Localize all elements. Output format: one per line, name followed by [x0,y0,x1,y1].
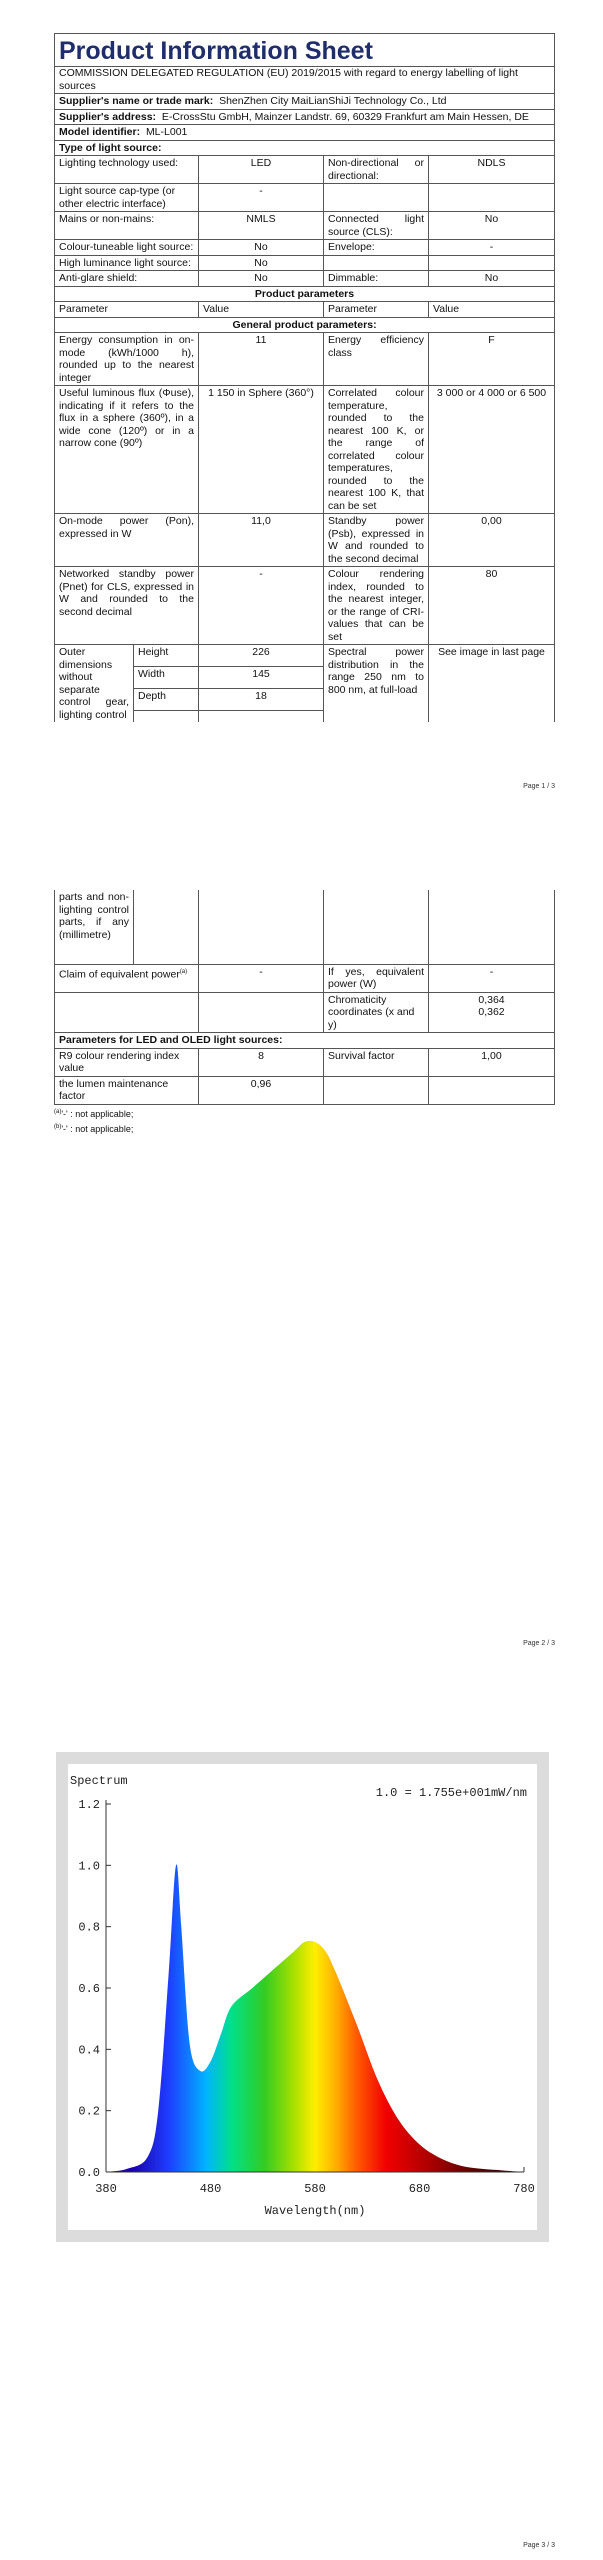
type-row: High luminance light source: No [55,255,555,271]
page-number: Page 2 / 3 [523,1640,555,1647]
page-number: Page 1 / 3 [523,783,555,790]
info-table-part2 [54,890,555,1105]
spd-value: See image in last page [429,645,555,723]
info-table-part1 [54,33,555,645]
x-tick-label: 780 [513,2182,535,2196]
type-row: Lighting technology used: LED Non-directional or directional: NDLS [55,156,555,184]
page-title: Product Information Sheet [55,34,555,67]
type-row: Light source cap-type (or other electric interface) - [55,184,555,212]
chart-annotation: 1.0 = 1.755e+001mW/nm [375,1786,527,1800]
dimensions-table: Outer dimensions without separate control gear, lighting control Height 226 Spectral power distribution in the range 250 nm to 800 nm, at full-load See image in last page Width 145 Depth 18 [54,644,555,722]
y-tick-label: 0.2 [78,2104,100,2119]
y-tick-label: 0.4 [78,2043,100,2058]
dims-label-cont: parts and non-lighting control parts, if any (millimetre) [55,890,134,964]
general-heading: General product parameters: [55,317,555,333]
type-row: Colour-tuneable light source: No Envelope: - [55,240,555,256]
dims-label: Outer dimensions without separate control gear, lighting control [55,645,134,723]
model-row: Model identifier: ML-L001 [55,125,555,141]
x-tick-label: 380 [95,2182,117,2196]
param-row: Energy consumption in on-mode (kWh/1000 h), rounded up to the nearest integer 11 Energy efficiency class F [55,333,555,386]
page-1-sheet [54,33,554,722]
y-tick-label: 0.8 [78,1920,100,1935]
spd-label: Spectral power distribution in the range 250 nm to 800 nm, at full-load [324,645,429,723]
spectrum-svg [56,1752,549,2242]
x-axis-label: Wavelength(nm) [264,2204,366,2218]
params-heading: Product parameters [55,286,555,302]
y-tick-label: 0.6 [78,1982,100,1996]
led-row: the lumen maintenance factor 0,96 [55,1076,555,1104]
param-row: On-mode power (Pon), expressed in W 11,0 Standby power (Psb), expressed in W and rounded to the second decimal 0,00 [55,514,555,567]
type-row: Mains or non-mains: NMLS Connected light source (CLS): No [55,212,555,240]
equiv-row: Claim of equivalent power$^{(a)}$ - If yes, equivalent power (W) - [55,964,555,992]
footnote: $^{(b)}$'-' : not applicable; [54,1123,134,1134]
x-tick-label: 480 [199,2182,222,2196]
led-heading: Parameters for LED and OLED light sources: [55,1033,555,1049]
footnotes [54,1106,554,1136]
led-row: R9 colour rendering index value 8 Survival factor 1,00 [55,1048,555,1076]
column-header-row: Parameter Value Parameter Value [55,302,555,318]
type-heading: Type of light source: [55,140,555,156]
supplier-name-row: Supplier's name or trade mark: ShenZhen City MaiLianShiJi Technology Co., Ltd [55,94,555,110]
page-number: Page 3 / 3 [523,2542,555,2549]
regulation-text: COMMISSION DELEGATED REGULATION (EU) 2019/2015 with regard to energy labelling of light sources [55,67,555,94]
type-row: Anti-glare shield: No Dimmable: No [55,271,555,287]
y-tick-label: 0.0 [78,2166,100,2180]
param-row: Networked standby power (Pnet) for CLS, expressed in W and rounded to the second decimal - Colour rendering index, rounded to the nearest integer, or the range of CRI-values that can be set 80 [55,567,555,645]
footnote: $^{(a)}$'-' : not applicable; [54,1108,134,1119]
chroma-row: Chromaticity coordinates (x and y) 0,364 0,362 [55,992,555,1033]
supplier-address-row: Supplier's address: E-CrossStu GmbH, Mainzer Landstr. 69, 60329 Frankfurt am Main Hessen, DE [55,109,555,125]
y-tick-label: 1.2 [78,1798,100,1812]
chart-title: Spectrum [70,1774,128,1788]
page-2-sheet [54,890,554,1136]
param-row: Useful luminous flux (Φuse), indicating if it refers to the flux in a sphere (360º), in a wide cone (120º) or in a narrow cone (90º) 1 150 in Sphere (360°) Correlated colour temperature, rounded to the nearest 100 K, or the range of correlated colour temperatures, rounded to the nearest 100 K, that can be set 3 000 or 4 000 or 6 500 [55,386,555,514]
x-tick-label: 580 [304,2182,326,2196]
y-tick-label: 1.0 [78,1859,100,1874]
spectrum-chart [56,1752,549,2242]
x-tick-label: 680 [408,2182,431,2196]
